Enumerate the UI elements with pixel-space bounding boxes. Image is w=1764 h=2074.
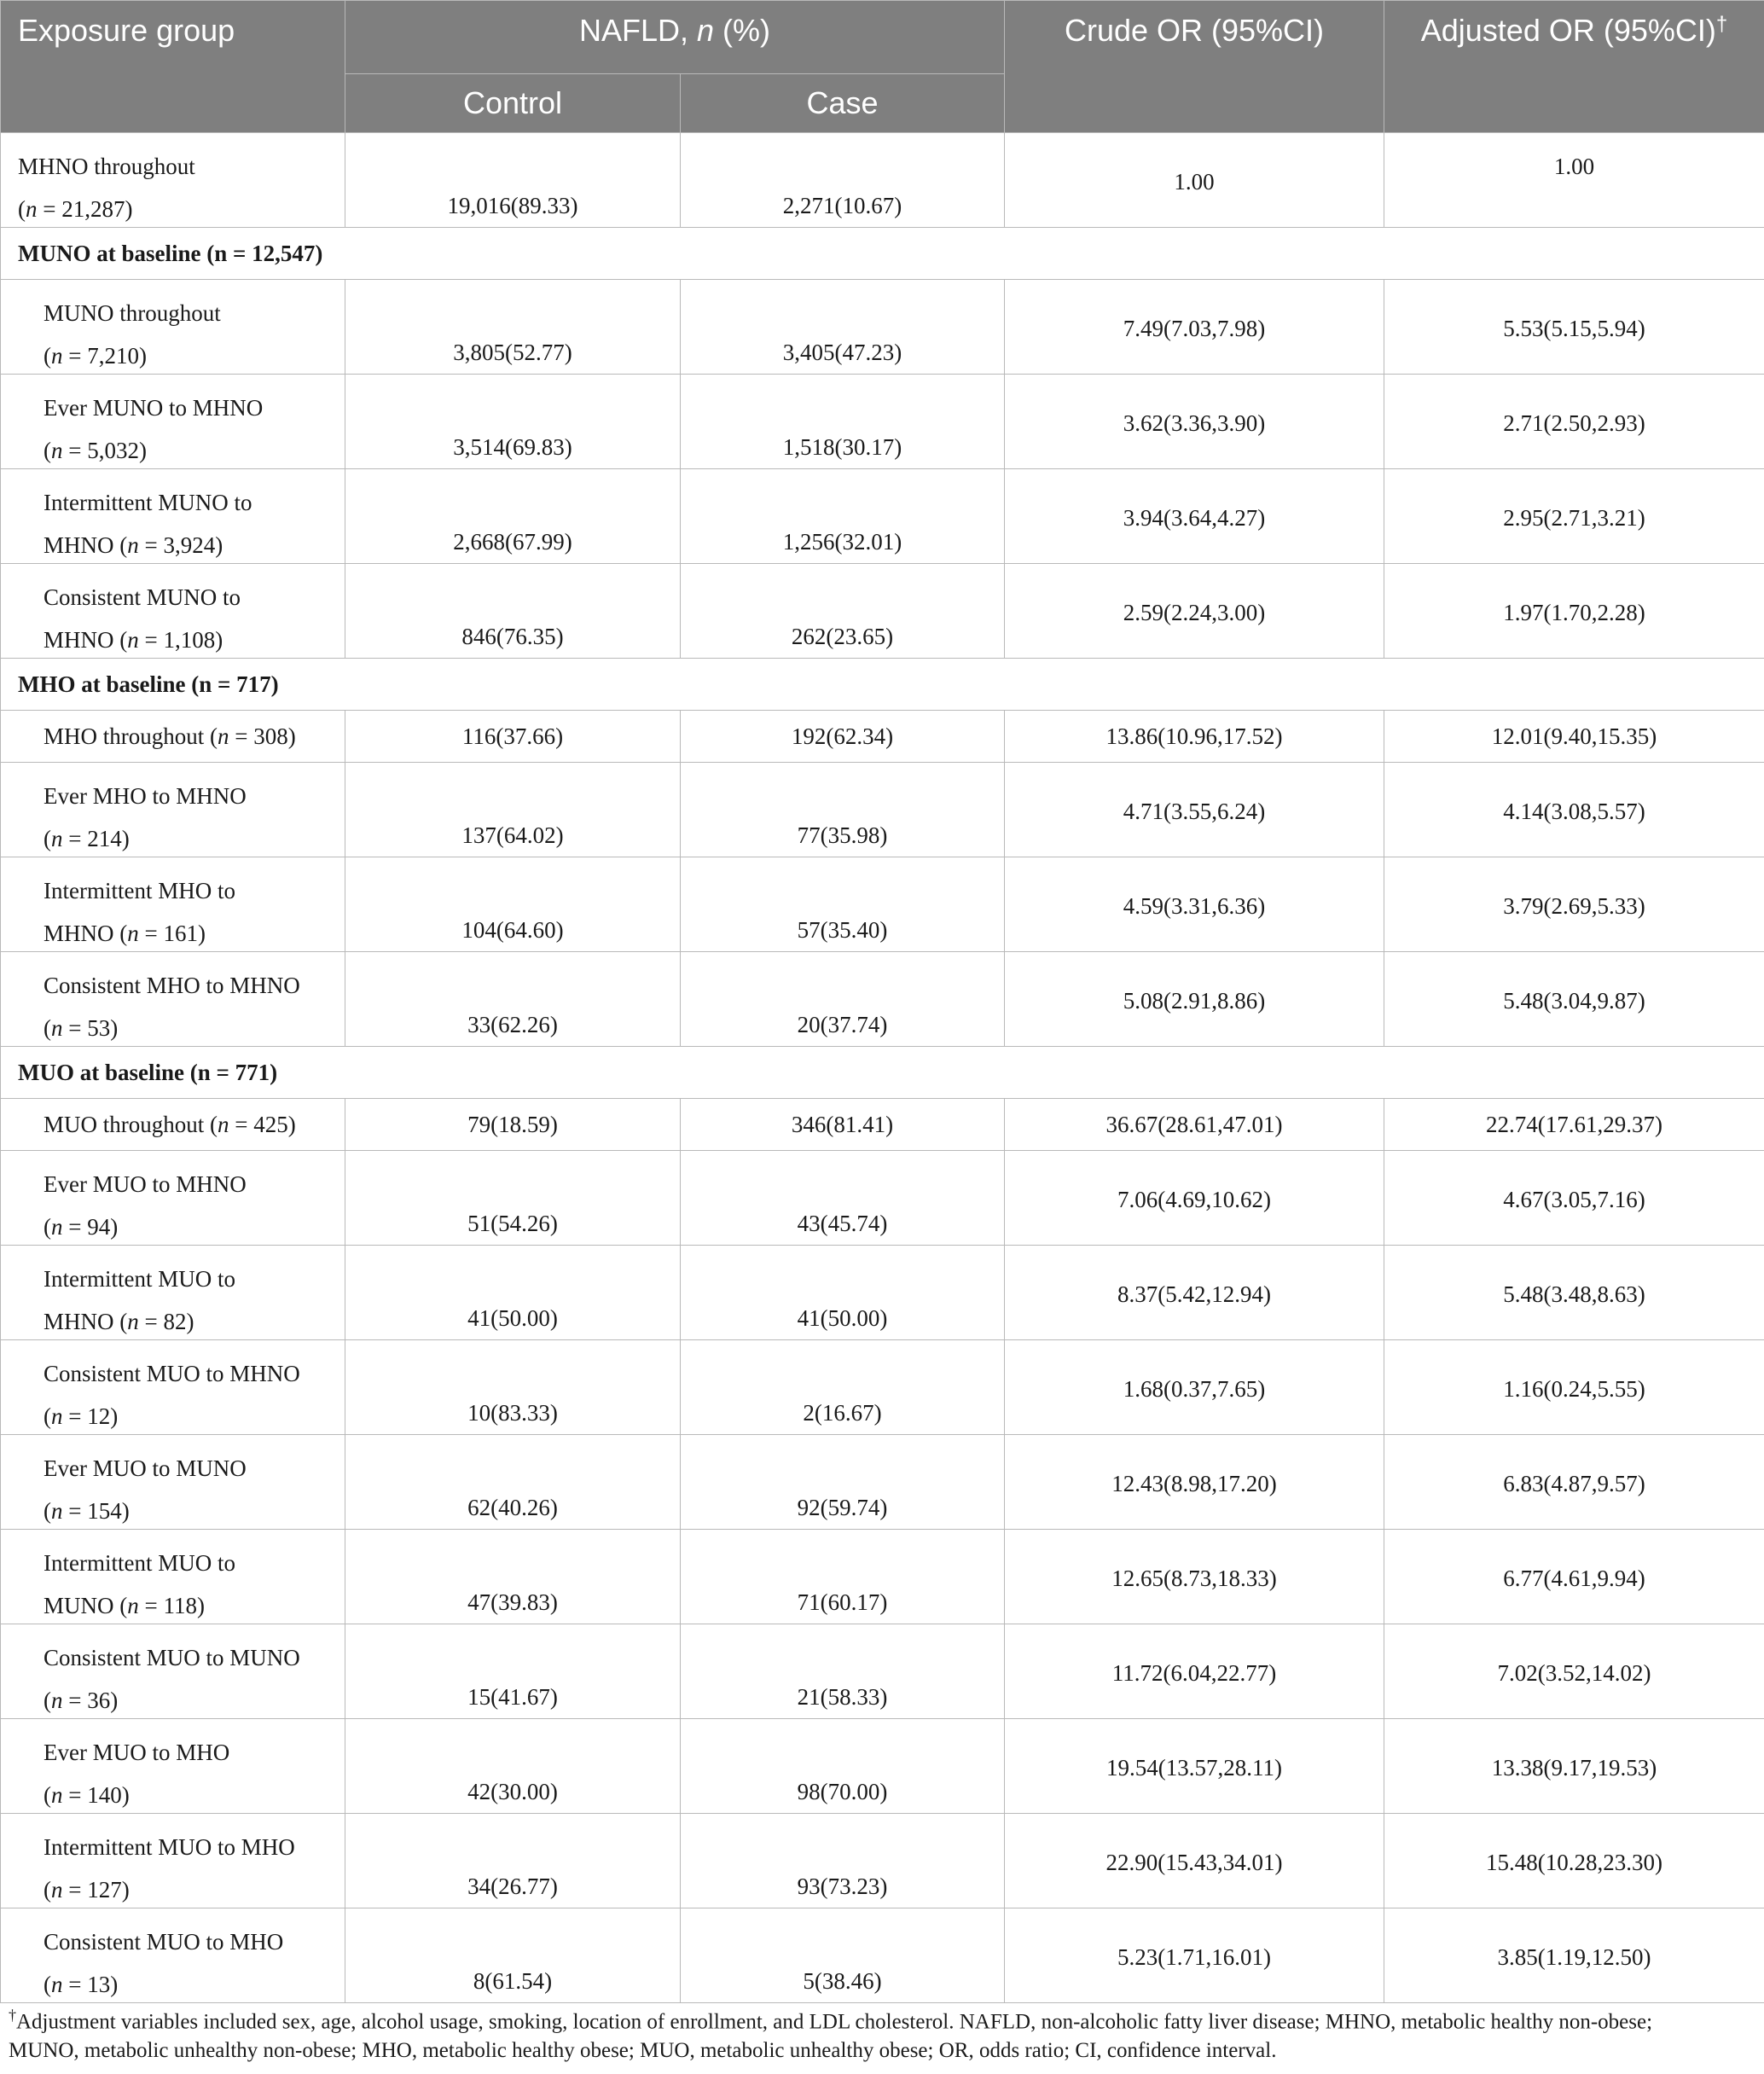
case-value: 43(45.74) [797, 1211, 888, 1236]
crude-or-value: 1.00 [1174, 169, 1215, 195]
case-value: 71(60.17) [797, 1589, 888, 1615]
adjusted-or-value: 6.83(4.87,9.57) [1503, 1471, 1645, 1496]
exposure-label: MHO throughout ( [44, 723, 218, 749]
exposure-n-value: = 53) [62, 1015, 119, 1041]
case-value: 1,518(30.17) [782, 434, 902, 460]
table-footnote [9, 2001, 1757, 2065]
case-value: 20(37.74) [797, 1012, 888, 1037]
case-value: 21(58.33) [797, 1684, 888, 1710]
adjusted-or-cell [1384, 133, 1764, 228]
case-value: 5(38.46) [803, 1968, 882, 1994]
control-value: 2,668(67.99) [453, 529, 572, 555]
table-row: Consistent MUO to MHNO (n = 12) 10(83.33) 2(16.67) 1.68(0.37,7.65) 1.16(0.24,5.55) [1, 1340, 1764, 1435]
exposure-n-value: = 36) [62, 1688, 119, 1713]
group-row [1, 228, 1764, 280]
exposure-n-value: = 154) [62, 1498, 130, 1524]
exposure-n-value: = 1,108) [138, 627, 223, 653]
exposure-n-value: = 5,032) [62, 438, 147, 463]
table-row: Ever MUO to MUNO (n = 154) 62(40.26) 92(59.74) 12.43(8.98,17.20) 6.83(4.87,9.57) [1, 1435, 1764, 1530]
header-case: Case [681, 74, 1005, 133]
exposure-n-symbol: n [26, 196, 38, 222]
case-value: 57(35.40) [797, 917, 888, 943]
crude-or-value: 4.59(3.31,6.36) [1123, 893, 1266, 919]
crude-or-value: 1.68(0.37,7.65) [1123, 1376, 1266, 1402]
table-row: Consistent MUO to MHO (n = 13) 8(61.54) 5(38.46) 5.23(1.71,16.01) 3.85(1.19,12.50) [1, 1908, 1764, 2003]
group-label-muno: MUNO at baseline (n = 12,547) [18, 241, 323, 266]
table-row: MUO throughout (n = 425) 79(18.59) 346(81.41) 36.67(28.61,47.01) 22.74(17.61,29.37) [1, 1099, 1764, 1151]
adjusted-or-value: 5.48(3.48,8.63) [1503, 1281, 1645, 1307]
control-value: 47(39.83) [467, 1589, 558, 1615]
adjusted-or-value: 1.97(1.70,2.28) [1503, 600, 1645, 625]
exposure-n-value: = 425) [229, 1112, 296, 1137]
header-adjusted-or-text: Adjusted OR (95%CI) [1420, 13, 1716, 48]
control-value: 19,016(89.33) [447, 193, 578, 218]
case-value: 192(62.34) [791, 723, 894, 749]
exposure-label: Ever MUNO to MHNO [44, 395, 264, 421]
header-adjusted-or [1384, 1, 1764, 133]
case-value: 41(50.00) [797, 1305, 888, 1331]
exposure-label: Intermittent MHO to [44, 878, 235, 903]
exposure-n-value: = 12) [62, 1403, 119, 1429]
exposure-label: Consistent MHO to MHNO [44, 973, 300, 998]
exposure-label: Consistent MUNO to [44, 584, 241, 610]
table-row: Ever MUO to MHNO (n = 94) 51(54.26) 43(45.74) 7.06(4.69,10.62) 4.67(3.05,7.16) [1, 1151, 1764, 1246]
control-value: 79(18.59) [467, 1112, 558, 1137]
adjusted-or-value: 22.74(17.61,29.37) [1486, 1112, 1662, 1137]
adjusted-or-value: 5.48(3.04,9.87) [1503, 988, 1645, 1014]
table-row: Intermittent MUNO to MHNO (n = 3,924) 2,668(67.99) 1,256(32.01) 3.94(3.64,4.27) 2.95(2.71,3.21) [1, 469, 1764, 564]
control-value: 42(30.00) [467, 1779, 558, 1804]
header-nafld-suffix: (%) [714, 13, 771, 48]
crude-or-value: 13.86(10.96,17.52) [1105, 723, 1283, 749]
group-row [1, 1047, 1764, 1099]
footnote-line-1: Adjustment variables included sex, age, alcohol usage, smoking, location of enrollment, and LDL cholesterol. NAFLD, non-alcoholic fatty liver disease; MHNO, metabolic healthy non-obese; [16, 2010, 1653, 2034]
table-row: MHO throughout (n = 308) 116(37.66) 192(62.34) 13.86(10.96,17.52) 12.01(9.40,15.35) [1, 711, 1764, 763]
control-value: 15(41.67) [467, 1684, 558, 1710]
adjusted-or-value: 1.00 [1553, 154, 1595, 179]
exposure-label: MUO throughout ( [44, 1112, 218, 1137]
control-cell [345, 133, 681, 228]
exposure-n-value: = 118) [138, 1593, 205, 1618]
crude-or-value: 7.06(4.69,10.62) [1117, 1187, 1271, 1212]
table-row: Ever MUO to MHO (n = 140) 42(30.00) 98(70.00) 19.54(13.57,28.11) 13.38(9.17,19.53) [1, 1719, 1764, 1814]
control-value: 3,805(52.77) [453, 340, 572, 365]
case-value: 346(81.41) [791, 1112, 894, 1137]
exposure-n-value: = 13) [62, 1972, 119, 1997]
exposure-n-value: = 94) [62, 1214, 119, 1240]
case-value: 93(73.23) [797, 1874, 888, 1899]
table-row [1, 133, 1764, 228]
crude-or-value: 4.71(3.55,6.24) [1123, 799, 1266, 824]
adjusted-or-value: 6.77(4.61,9.94) [1503, 1566, 1645, 1591]
header-exposure-group: Exposure group [1, 1, 345, 133]
adjusted-or-value: 3.85(1.19,12.50) [1497, 1944, 1651, 1970]
case-value: 2,271(10.67) [782, 193, 902, 218]
header-adjusted-mark: † [1715, 13, 1728, 36]
header-nafld-prefix: NAFLD, [578, 13, 697, 48]
crude-or-value: 19.54(13.57,28.11) [1106, 1755, 1282, 1781]
crude-or-value: 2.59(2.24,3.00) [1123, 600, 1266, 625]
crude-or-value: 22.90(15.43,34.01) [1105, 1850, 1283, 1875]
exposure-n-open: ( [18, 196, 26, 222]
adjusted-or-value: 13.38(9.17,19.53) [1491, 1755, 1657, 1781]
adjusted-or-value: 12.01(9.40,15.35) [1491, 723, 1657, 749]
header-nafld [345, 1, 1005, 74]
exposure-n-value: = 3,924) [138, 532, 223, 558]
crude-or-cell [1005, 133, 1384, 228]
exposure-n-value: = 214) [62, 826, 130, 851]
control-value: 34(26.77) [467, 1874, 558, 1899]
table-row: Ever MUNO to MHNO (n = 5,032) 3,514(69.83) 1,518(30.17) 3.62(3.36,3.90) 2.71(2.50,2.93) [1, 375, 1764, 469]
control-value: 10(83.33) [467, 1400, 558, 1426]
adjusted-or-value: 15.48(10.28,23.30) [1486, 1850, 1662, 1875]
group-label-mho: MHO at baseline (n = 717) [18, 671, 279, 697]
case-value: 92(59.74) [797, 1495, 888, 1520]
adjusted-or-value: 2.71(2.50,2.93) [1503, 410, 1645, 436]
exposure-n-value: = 140) [62, 1782, 130, 1808]
exposure-label: Intermittent MUO to [44, 1550, 235, 1576]
exposure-label: Intermittent MUO to MHO [44, 1834, 295, 1860]
exposure-n-value: = 308) [229, 723, 296, 749]
exposure-n-value: = 7,210) [62, 343, 147, 369]
adjusted-or-value: 3.79(2.69,5.33) [1503, 893, 1645, 919]
crude-or-value: 5.08(2.91,8.86) [1123, 988, 1266, 1014]
exposure-n-value: = 82) [138, 1309, 194, 1334]
exposure-label: Ever MUO to MHO [44, 1740, 230, 1765]
control-value: 51(54.26) [467, 1211, 558, 1236]
control-value: 3,514(69.83) [453, 434, 572, 460]
header-nafld-n: n [697, 13, 715, 48]
exposure-n-value: = 127) [62, 1877, 130, 1903]
exposure-label: Ever MUO to MUNO [44, 1455, 247, 1481]
control-value: 62(40.26) [467, 1495, 558, 1520]
table-row: Intermittent MUO to MHNO (n = 82) 41(50.00) 41(50.00) 8.37(5.42,12.94) 5.48(3.48,8.63) [1, 1246, 1764, 1340]
exposure-label: Intermittent MUNO to [44, 490, 252, 515]
adjusted-or-value: 5.53(5.15,5.94) [1503, 316, 1645, 341]
control-value: 8(61.54) [473, 1968, 553, 1994]
table-row: Ever MHO to MHNO (n = 214) 137(64.02) 77(35.98) 4.71(3.55,6.24) 4.14(3.08,5.57) [1, 763, 1764, 857]
exposure-label: MHNO throughout [18, 154, 195, 179]
case-value: 3,405(47.23) [782, 340, 902, 365]
crude-or-value: 5.23(1.71,16.01) [1117, 1944, 1271, 1970]
control-value: 137(64.02) [461, 822, 564, 848]
case-value: 2(16.67) [803, 1400, 882, 1426]
group-label-muo: MUO at baseline (n = 771) [18, 1060, 278, 1085]
control-value: 104(64.60) [461, 917, 564, 943]
exposure-cell [1, 133, 345, 228]
crude-or-value: 11.72(6.04,22.77) [1111, 1660, 1277, 1686]
table-row: MUNO throughout (n = 7,210) 3,805(52.77) 3,405(47.23) 7.49(7.03,7.98) 5.53(5.15,5.94) [1, 280, 1764, 375]
exposure-label: Consistent MUO to MHNO [44, 1361, 300, 1386]
control-value: 116(37.66) [461, 723, 564, 749]
exposure-n-value: = 161) [138, 921, 206, 946]
case-value: 262(23.65) [791, 624, 894, 649]
table-row: Consistent MHO to MHNO (n = 53) 33(62.26) 20(37.74) 5.08(2.91,8.86) 5.48(3.04,9.87) [1, 952, 1764, 1047]
table-row: Intermittent MUO to MUNO (n = 118) 47(39.83) 71(60.17) 12.65(8.73,18.33) 6.77(4.61,9.94) [1, 1530, 1764, 1624]
control-value: 33(62.26) [467, 1012, 558, 1037]
table-row: Consistent MUNO to MHNO (n = 1,108) 846(76.35) 262(23.65) 2.59(2.24,3.00) 1.97(1.70,2.28) [1, 564, 1764, 659]
crude-or-value: 7.49(7.03,7.98) [1123, 316, 1266, 341]
adjusted-or-value: 2.95(2.71,3.21) [1503, 505, 1645, 531]
exposure-label: Ever MUO to MHNO [44, 1171, 247, 1197]
exposure-label: Intermittent MUO to [44, 1266, 235, 1292]
crude-or-value: 3.62(3.36,3.90) [1123, 410, 1266, 436]
footnote-line-2: MUNO, metabolic unhealthy non-obese; MHO, metabolic healthy obese; MUO, metabolic unhealthy obese; OR, odds ratio; CI, confidence interval. [9, 2039, 1277, 2063]
case-value: 1,256(32.01) [782, 529, 902, 555]
exposure-label: Consistent MUO to MUNO [44, 1645, 300, 1670]
crude-or-value: 3.94(3.64,4.27) [1123, 505, 1266, 531]
crude-or-value: 36.67(28.61,47.01) [1105, 1112, 1283, 1137]
adjusted-or-value: 1.16(0.24,5.55) [1503, 1376, 1645, 1402]
exposure-label: Consistent MUO to MHO [44, 1929, 284, 1955]
footnote-mark: † [9, 2007, 16, 2024]
control-value: 846(76.35) [461, 624, 564, 649]
exposure-n-value: = 21,287) [37, 196, 133, 222]
case-value: 77(35.98) [797, 822, 888, 848]
adjusted-or-value: 4.67(3.05,7.16) [1503, 1187, 1645, 1212]
table-row: Intermittent MUO to MHO (n = 127) 34(26.77) 93(73.23) 22.90(15.43,34.01) 15.48(10.28,23.30) [1, 1814, 1764, 1908]
crude-or-value: 8.37(5.42,12.94) [1117, 1281, 1271, 1307]
group-row [1, 659, 1764, 711]
control-value: 41(50.00) [467, 1305, 558, 1331]
case-cell [681, 133, 1005, 228]
table-row: Consistent MUO to MUNO (n = 36) 15(41.67) 21(58.33) 11.72(6.04,22.77) 7.02(3.52,14.02) [1, 1624, 1764, 1719]
adjusted-or-value: 4.14(3.08,5.57) [1503, 799, 1645, 824]
header-control: Control [345, 74, 681, 133]
header-crude-or: Crude OR (95%CI) [1005, 1, 1384, 133]
table-row: Intermittent MHO to MHNO (n = 161) 104(64.60) 57(35.40) 4.59(3.31,6.36) 3.79(2.69,5.33) [1, 857, 1764, 952]
group-cell [1, 228, 1764, 280]
crude-or-value: 12.65(8.73,18.33) [1111, 1566, 1277, 1591]
exposure-label: Ever MHO to MHNO [44, 783, 247, 809]
adjusted-or-value: 7.02(3.52,14.02) [1497, 1660, 1651, 1686]
case-value: 98(70.00) [797, 1779, 888, 1804]
exposure-label: MUNO throughout [44, 300, 221, 326]
crude-or-value: 12.43(8.98,17.20) [1111, 1471, 1277, 1496]
